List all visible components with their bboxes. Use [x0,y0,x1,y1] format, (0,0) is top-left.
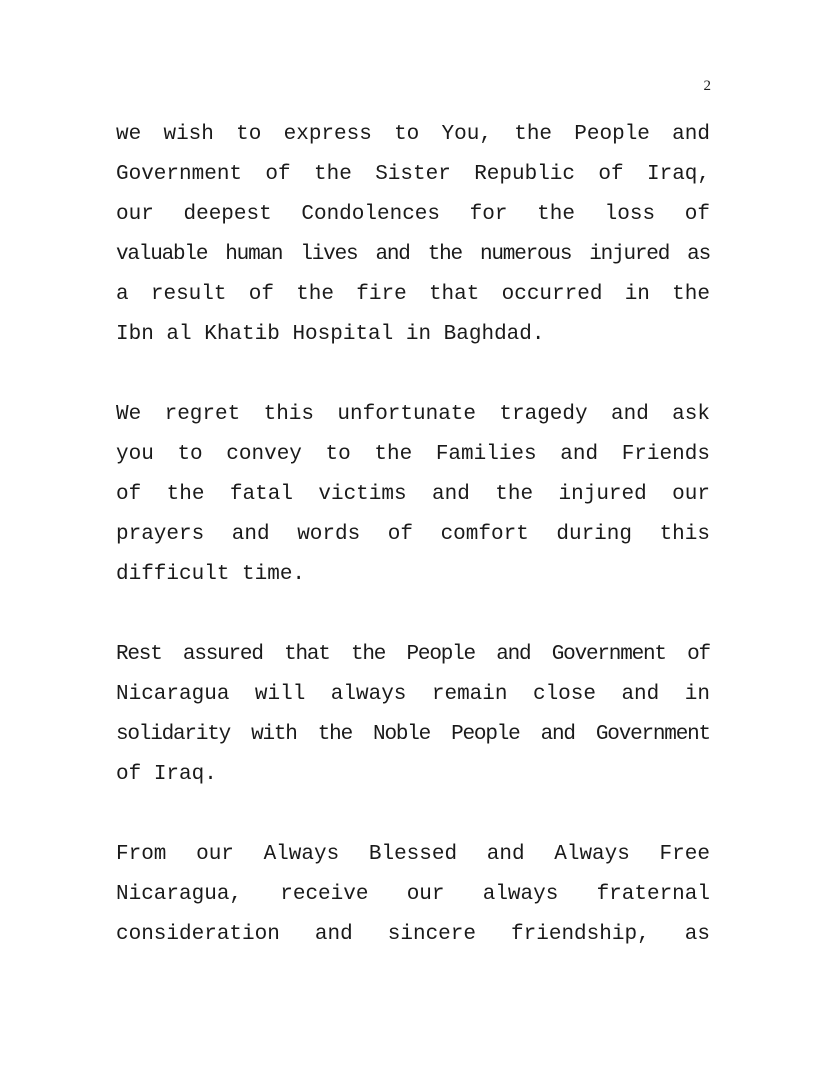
text-line: Rest assured that the People and Government of [116,643,710,666]
text-line: valuable human lives and the numerous injured as [116,243,710,266]
text-line: we wish to express to You, the People and [116,123,710,146]
text-line: We regret this unfortunate tragedy and ask [116,403,710,426]
text-line: Ibn al Khatib Hospital in Baghdad. [116,323,545,346]
text-line: difficult time. [116,563,306,586]
paragraph-gap [116,595,710,635]
text-line: you to convey to the Families and Friends [116,443,710,466]
text-line: Nicaragua will always remain close and in [116,683,710,706]
paragraph-gap [116,795,710,835]
text-line: our deepest Condolences for the loss of [116,203,710,226]
text-line: a result of the fire that occurred in the [116,283,710,306]
text-line: Nicaragua, receive our always fraternal [116,883,710,906]
page-number: 2 [703,78,711,94]
paragraph [116,635,710,795]
text-line: Government of the Sister Republic of Iraq, [116,163,710,186]
paragraph [116,115,710,355]
paragraph [116,835,710,955]
text-line: of Iraq. [116,763,217,786]
text-line: prayers and words of comfort during this [116,523,710,546]
paragraph-gap [116,355,710,395]
text-line: of the fatal victims and the injured our [116,483,710,506]
text-line: From our Always Blessed and Always Free [116,843,710,866]
text-line: solidarity with the Noble People and Government [116,723,710,746]
text-line: consideration and sincere friendship, as [116,923,710,946]
letter-body [116,115,710,955]
paragraph [116,395,710,595]
